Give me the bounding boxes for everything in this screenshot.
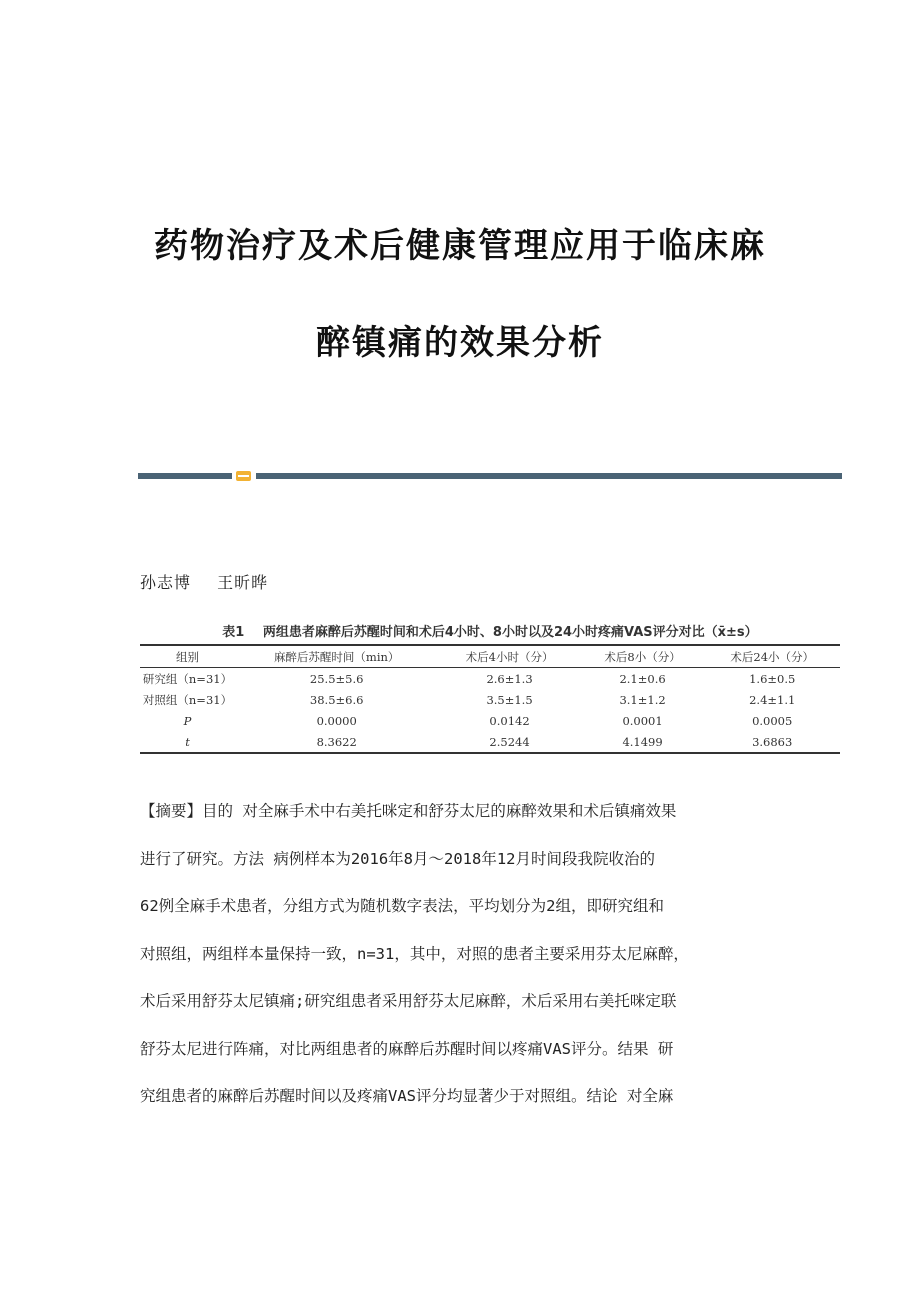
- paper-title-line-2: 醉镇痛的效果分析: [316, 323, 604, 363]
- table-cell: 38.5±6.6: [309, 692, 364, 707]
- author-name: 孙志博: [140, 573, 192, 592]
- divider-badge-icon: [236, 471, 251, 481]
- table-header-cell: 术后24小（分）: [704, 645, 840, 668]
- divider-bar-left: [138, 473, 232, 479]
- abstract-line: 术后采用舒芬太尼镇痛;研究组患者采用舒芬太尼麻醉，术后采用右美托咪定联: [140, 992, 677, 1010]
- table-header-cell: 组别: [140, 645, 235, 668]
- section-divider: [138, 471, 842, 481]
- table-cell: 3.5±1.5: [486, 692, 533, 707]
- abstract-line: 对照组，两组样本量保持一致，n=31，其中，对照的患者主要采用芬太尼麻醉，: [140, 944, 689, 963]
- table-header-cell: 术后8小（分）: [581, 645, 705, 668]
- abstract-line: 62例全麻手术患者，分组方式为随机数字表法，平均划分为2组，即研究组和: [140, 897, 664, 915]
- abstract-line: 【摘要】目的 对全麻手术中右美托咪定和舒芬太尼的麻醉效果和术后镇痛效果: [140, 802, 677, 820]
- table-row: [140, 710, 840, 731]
- table-cell: 对照组（n=31）: [142, 692, 233, 707]
- table-cell: 25.5±5.6: [309, 671, 364, 686]
- table-cell: 0.0142: [489, 713, 530, 728]
- table-cell: 2.1±0.6: [619, 671, 666, 686]
- table-cell: 4.1499: [581, 731, 705, 753]
- table-cell: 2.4±1.1: [749, 692, 796, 707]
- table-cell: 2.6±1.3: [486, 671, 533, 686]
- author-name: 王昕晔: [217, 573, 269, 592]
- table-cell: 2.5244: [438, 731, 580, 753]
- table-cell: P: [183, 713, 192, 728]
- results-table: [140, 644, 840, 754]
- table-caption-text: 两组患者麻醉后苏醒时间和术后4小时、8小时以及24小时疼痛VAS评分对比（x̄±s）: [262, 625, 758, 640]
- table-cell: 研究组（n=31）: [142, 671, 233, 686]
- table-cell: 3.1±1.2: [619, 692, 666, 707]
- results-table-block: [140, 622, 840, 754]
- paper-title-line-1: 药物治疗及术后健康管理应用于临床麻: [154, 226, 766, 266]
- table-cell: 0.0000: [316, 713, 357, 728]
- abstract-line: 进行了研究。方法 病例样本为2016年8月～2018年12月时间段我院收治的: [140, 849, 655, 868]
- table-row: [140, 731, 840, 753]
- table-cell: 3.6863: [704, 731, 840, 753]
- table-row: [140, 689, 840, 710]
- table-cell: 0.0005: [752, 713, 793, 728]
- table-cell: t: [140, 731, 235, 753]
- table-header-cell: 术后4小时（分）: [438, 645, 580, 668]
- abstract-line: 究组患者的麻醉后苏醒时间以及疼痛VAS评分均显著少于对照组。结论 对全麻: [140, 1087, 674, 1105]
- table-header-cell: 麻醉后苏醒时间（min）: [235, 645, 438, 668]
- table-caption: [140, 622, 840, 644]
- table-cell: 8.3622: [235, 731, 438, 753]
- table-header-row: [140, 645, 840, 668]
- table-cell: 1.6±0.5: [749, 671, 796, 686]
- table-label: 表1: [222, 625, 245, 640]
- table-row: [140, 668, 840, 690]
- table-cell: 0.0001: [622, 713, 663, 728]
- abstract-line: 舒芬太尼进行阵痛，对比两组患者的麻醉后苏醒时间以疼痛VAS评分。结果 研: [140, 1039, 674, 1058]
- divider-bar-right: [256, 473, 842, 479]
- author-list: [140, 570, 268, 593]
- abstract-block: [140, 788, 790, 1121]
